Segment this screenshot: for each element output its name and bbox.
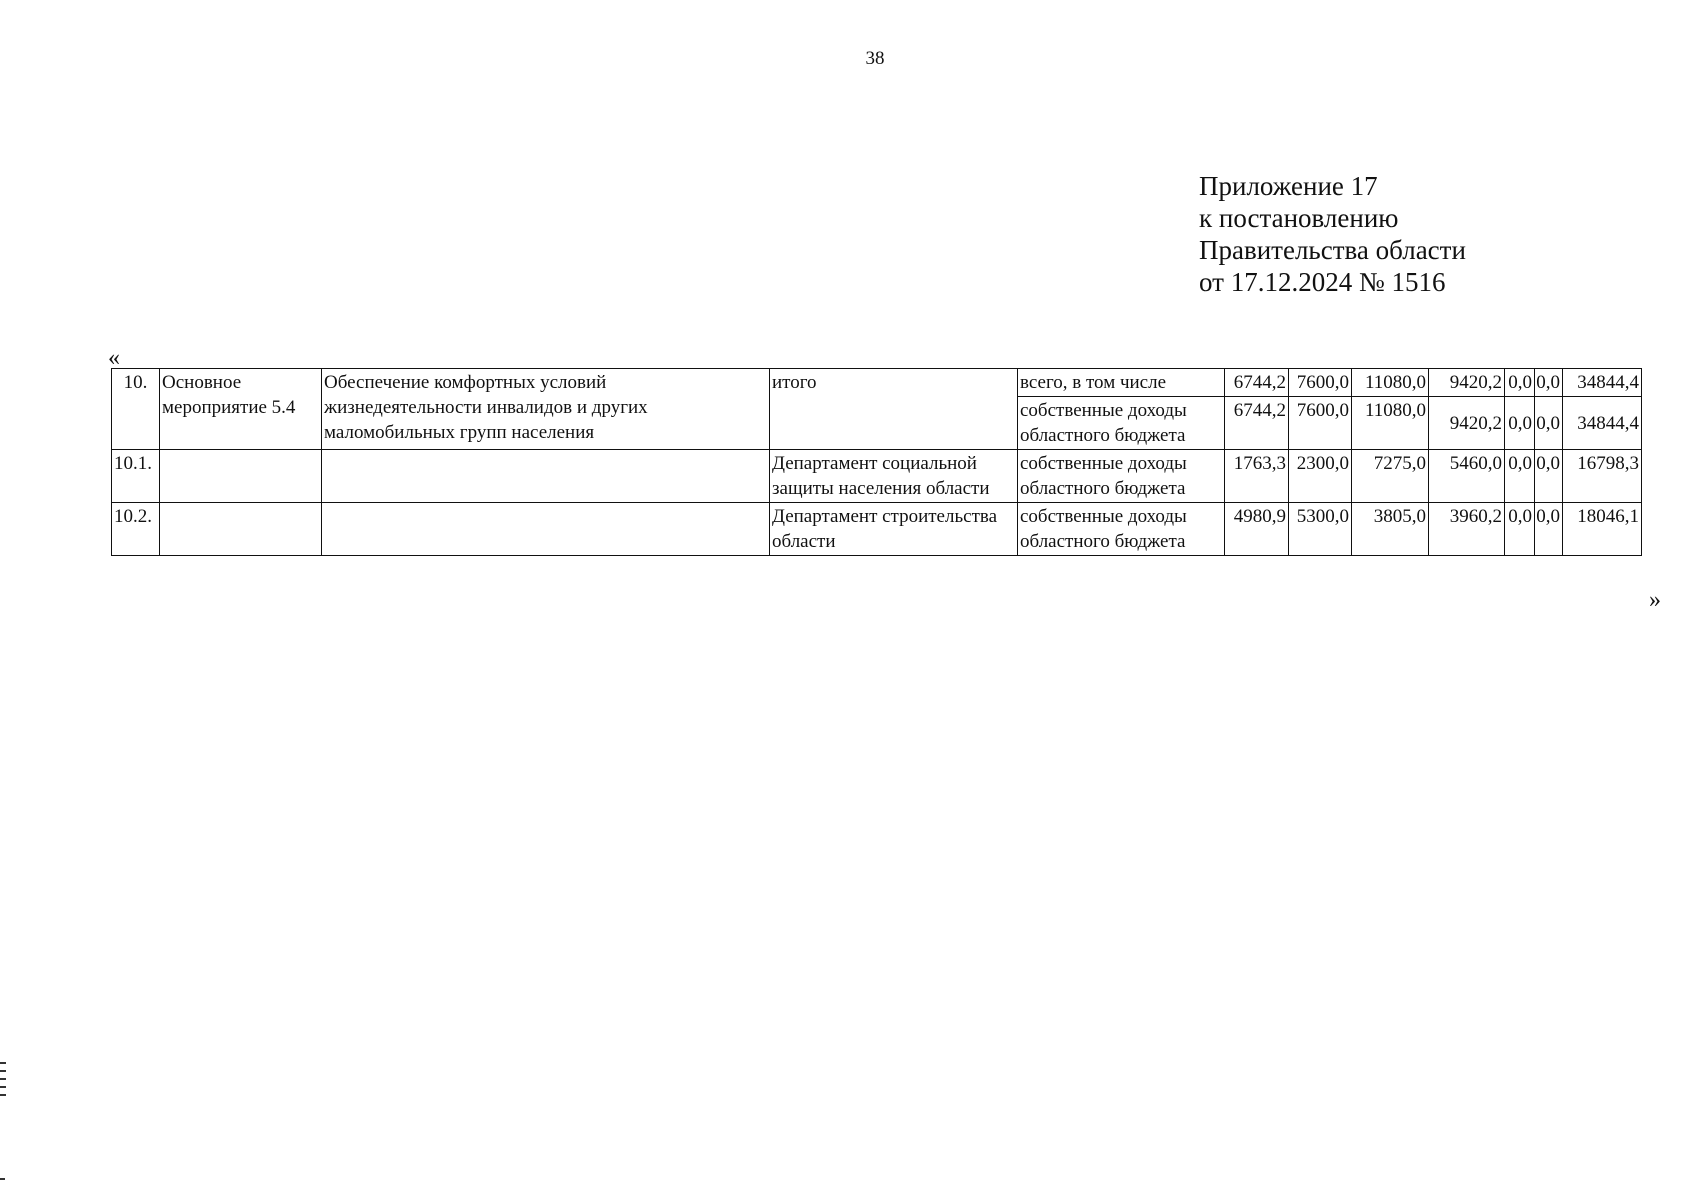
scan-mark [0,1094,6,1096]
executor: Департамент строительства области [770,503,1018,556]
value-cell: 0,0 [1505,450,1535,503]
value-cell: 18046,1 [1563,503,1642,556]
value-cell: 34844,4 [1563,397,1642,450]
funding-source: собственные доходы областного бюджета [1018,397,1225,450]
value-cell: 0,0 [1505,503,1535,556]
executor: Департамент социальной защиты населения области [770,450,1018,503]
value-cell: 0,0 [1505,369,1535,397]
value-cell: 9420,2 [1429,397,1505,450]
scan-mark [0,1062,6,1064]
funding-source: собственные доходы областного бюджета [1018,450,1225,503]
funding-source: собственные доходы областного бюджета [1018,503,1225,556]
value-cell: 5460,0 [1429,450,1505,503]
scan-mark [0,1086,6,1088]
appendix-header [1199,170,1466,298]
appendix-line-3: Правительства области [1199,235,1466,265]
value-cell: 3960,2 [1429,503,1505,556]
executor: итого [770,369,1018,450]
activity-name [160,450,322,503]
scan-mark [0,1070,6,1072]
value-cell: 0,0 [1535,369,1563,397]
opening-quote: « [108,345,120,371]
value-cell: 0,0 [1535,503,1563,556]
value-cell: 6744,2 [1225,397,1289,450]
value-cell: 16798,3 [1563,450,1642,503]
table-row [112,450,1642,503]
page-number: 38 [865,48,885,69]
closing-quote: » [1649,587,1661,613]
value-cell: 34844,4 [1563,369,1642,397]
value-cell: 11080,0 [1352,369,1429,397]
row-number: 10. [112,369,160,450]
value-cell: 7600,0 [1289,369,1352,397]
scan-mark [0,1078,6,1080]
row-number: 10.1. [112,450,160,503]
value-cell: 3805,0 [1352,503,1429,556]
activity-description [322,503,770,556]
activity-description [322,450,770,503]
value-cell: 11080,0 [1352,397,1429,450]
value-cell: 2300,0 [1289,450,1352,503]
funding-source: всего, в том числе [1018,369,1225,397]
financing-table [111,368,1642,556]
appendix-line-1: Приложение 17 [1199,171,1378,201]
table-row [112,503,1642,556]
activity-name: Основное мероприятие 5.4 [160,369,322,450]
value-cell: 1763,3 [1225,450,1289,503]
table-row [112,369,1642,397]
appendix-line-4: от 17.12.2024 № 1516 [1199,267,1446,297]
value-cell: 0,0 [1535,397,1563,450]
value-cell: 5300,0 [1289,503,1352,556]
value-cell: 9420,2 [1429,369,1505,397]
activity-description: Обеспечение комфортных условий жизнедеятельности инвалидов и других маломобильных групп населения [322,369,770,450]
row-number: 10.2. [112,503,160,556]
scan-mark [0,1178,5,1180]
value-cell: 6744,2 [1225,369,1289,397]
value-cell: 4980,9 [1225,503,1289,556]
appendix-line-2: к постановлению [1199,203,1399,233]
value-cell: 0,0 [1535,450,1563,503]
value-cell: 0,0 [1505,397,1535,450]
value-cell: 7600,0 [1289,397,1352,450]
activity-name [160,503,322,556]
value-cell: 7275,0 [1352,450,1429,503]
